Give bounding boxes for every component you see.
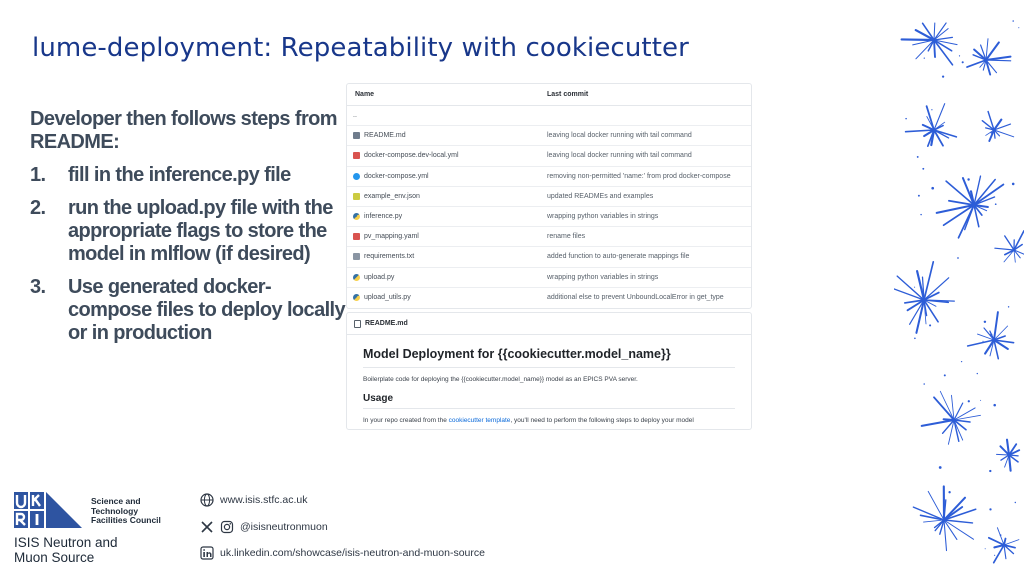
step-number: 1. xyxy=(30,164,46,186)
steps-intro: Developer then follows steps from README: xyxy=(30,108,337,153)
ukri-logo xyxy=(14,492,82,528)
last-commit-message[interactable]: additional else to prevent UnboundLocalError in get_type xyxy=(547,294,724,302)
last-commit-message[interactable]: removing non-permitted 'name:' from prod docker-compose xyxy=(547,172,731,180)
step-item xyxy=(30,197,350,266)
file-name-cell xyxy=(347,233,547,240)
file-name-cell xyxy=(347,132,547,139)
file-row[interactable] xyxy=(347,288,751,308)
step-text: Use generated docker-compose files to deploy locally or in production xyxy=(68,276,346,344)
isis-name xyxy=(14,535,118,565)
file-row[interactable] xyxy=(347,146,751,166)
usage-text-after: , you'll need to perform the following steps to deploy your model xyxy=(510,417,694,424)
file-row[interactable] xyxy=(347,187,751,207)
readme-heading: Model Deployment for {{cookiecutter.model_name}} xyxy=(363,347,735,368)
column-header-last-commit: Last commit xyxy=(547,91,589,98)
council-line: Science and xyxy=(91,496,141,506)
social-contact xyxy=(200,520,328,534)
isis-line: Muon Source xyxy=(14,550,95,565)
file-name-cell xyxy=(347,193,547,200)
readme-description: Boilerplate code for deploying the {{cookiecutter.model_name}} model as an EPICS PVA server. xyxy=(363,376,638,383)
usage-paragraph xyxy=(363,417,735,424)
file-name-link[interactable]: inference.py xyxy=(364,213,403,221)
file-name-link[interactable]: README.md xyxy=(364,132,406,140)
markdown-file-icon xyxy=(353,132,360,139)
step-item xyxy=(30,276,350,345)
file-row[interactable] xyxy=(347,268,751,288)
slide-title: lume-deployment: Repeatability with cookiecutter xyxy=(32,33,689,63)
column-header-name: Name xyxy=(355,91,375,98)
step-item xyxy=(30,164,350,187)
last-commit-message[interactable]: wrapping python variables in strings xyxy=(547,213,659,221)
starburst-decoration xyxy=(894,0,1024,576)
python-file-icon xyxy=(353,213,360,220)
step-text: fill in the inference.py file xyxy=(68,164,291,186)
file-name-link[interactable]: docker-compose.yml xyxy=(364,172,429,180)
file-name-link[interactable]: pv_mapping.yaml xyxy=(364,233,419,241)
council-name xyxy=(91,497,191,526)
file-name-link[interactable]: upload.py xyxy=(364,273,395,281)
repo-file-browser xyxy=(346,83,752,309)
steps-list xyxy=(30,164,350,345)
readme-file-label[interactable]: README.md xyxy=(365,320,408,327)
globe-icon xyxy=(200,493,214,507)
file-name-cell xyxy=(347,152,547,159)
python-file-icon xyxy=(353,274,360,281)
file-row[interactable] xyxy=(347,167,751,187)
file-name-link[interactable]: requirements.txt xyxy=(364,253,415,261)
json-file-icon xyxy=(353,193,360,200)
social-handle[interactable]: @isisneutronmuon xyxy=(240,521,328,533)
file-name-cell xyxy=(347,173,547,180)
isis-line: ISIS Neutron and xyxy=(14,535,118,550)
council-line: Facilities Council xyxy=(91,515,161,525)
file-row[interactable] xyxy=(347,207,751,227)
file-name-cell xyxy=(347,294,547,301)
readme-panel xyxy=(346,312,752,430)
file-table-header xyxy=(347,84,751,106)
file-row[interactable] xyxy=(347,247,751,267)
file-name-cell xyxy=(347,274,547,281)
last-commit-message[interactable]: added function to auto-generate mappings file xyxy=(547,253,690,261)
linkedin-icon xyxy=(200,546,214,560)
linkedin-contact xyxy=(200,546,485,560)
parent-directory-link[interactable]: .. xyxy=(353,112,357,120)
last-commit-message[interactable]: leaving local docker running with tail command xyxy=(547,152,692,160)
website-link[interactable]: www.isis.stfc.ac.uk xyxy=(220,494,308,506)
file-row[interactable] xyxy=(347,126,751,146)
readme-header xyxy=(347,313,751,335)
usage-text-before: In your repo created from the xyxy=(363,417,449,424)
last-commit-message[interactable]: leaving local docker running with tail command xyxy=(547,132,692,140)
file-name-cell xyxy=(347,213,547,220)
last-commit-message[interactable]: wrapping python variables in strings xyxy=(547,273,659,281)
last-commit-message[interactable]: rename files xyxy=(547,233,586,241)
website-contact xyxy=(200,493,308,507)
step-number: 3. xyxy=(30,276,46,298)
book-icon xyxy=(354,320,361,328)
last-commit-message[interactable]: updated READMEs and examples xyxy=(547,192,654,200)
file-name-cell xyxy=(347,253,547,260)
council-line: Technology xyxy=(91,505,139,516)
parent-directory-row[interactable] xyxy=(347,106,751,126)
readme-content xyxy=(347,335,751,424)
file-name-link[interactable]: docker-compose.dev-local.yml xyxy=(364,152,459,160)
cookiecutter-template-link[interactable]: cookiecutter template xyxy=(448,417,511,424)
file-row[interactable] xyxy=(347,227,751,247)
step-number: 2. xyxy=(30,197,46,219)
step-text: run the upload.py file with the appropriate flags to store the model in mlflow (if desired) xyxy=(68,197,333,265)
file-name-link[interactable]: example_env.json xyxy=(364,192,420,200)
python-file-icon xyxy=(353,294,360,301)
instagram-icon xyxy=(220,520,234,534)
yaml-file-icon xyxy=(353,233,360,240)
usage-heading: Usage xyxy=(363,393,735,409)
text-file-icon xyxy=(353,253,360,260)
steps-panel xyxy=(30,108,350,355)
file-name-link[interactable]: upload_utils.py xyxy=(364,294,411,302)
linkedin-link[interactable]: uk.linkedin.com/showcase/isis-neutron-and-muon-source xyxy=(220,547,485,559)
x-twitter-icon xyxy=(200,520,214,534)
docker-file-icon xyxy=(353,173,360,180)
yaml-file-icon xyxy=(353,152,360,159)
